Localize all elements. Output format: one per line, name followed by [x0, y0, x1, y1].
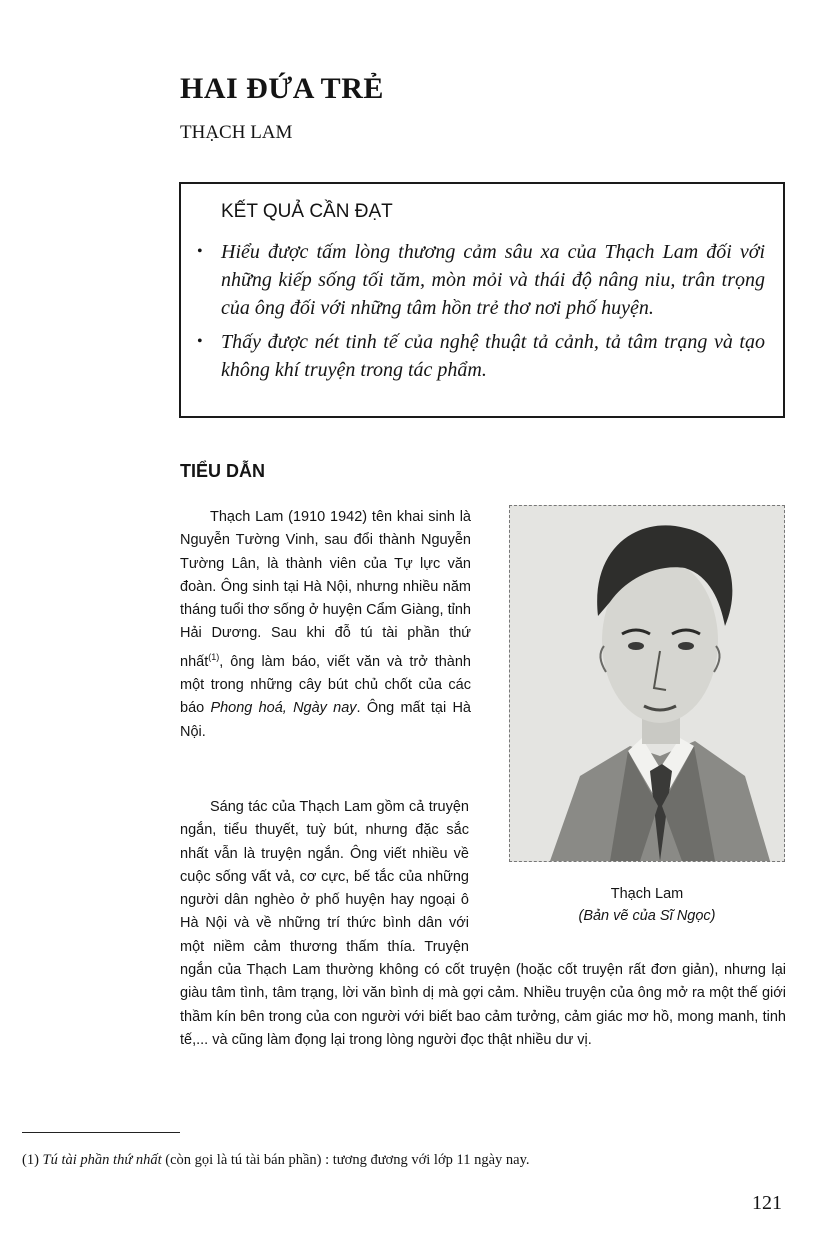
- footnote: [22, 1152, 530, 1169]
- outcomes-list: [195, 238, 765, 390]
- outcome-item: [195, 328, 765, 384]
- intro-paragraph-1: [180, 506, 471, 744]
- section-heading-intro: TIỂU DẪN: [180, 461, 265, 481]
- footnote-term: Tú tài phần thứ nhất: [42, 1152, 162, 1168]
- caption-name: Thạch Lam: [610, 886, 684, 902]
- p1-text: Thạch Lam (1910 1942) tên khai sinh là Nguyễn Tường Vinh, sau đổi thành Nguyễn Tường Lân, là thành viên của Tự lực văn đoàn. Ông sinh tại Hà Nội, nhưng nhiều năm tháng tuổi thơ sống ở huyện Cẩm Giàng, tỉnh Hải Dương. Sau khi đỗ tú tài phần thứ nhất: [180, 509, 471, 670]
- learning-outcomes-box: [179, 182, 785, 418]
- bullet-icon: •: [197, 243, 203, 260]
- page-title: HAI ĐỨA TRẺ: [180, 72, 384, 105]
- footnote-divider: [22, 1132, 180, 1133]
- p1-text: , ông làm báo, viết văn và trở thành một trong những cây bút chủ chốt của các báo: [180, 653, 471, 717]
- outcome-item: [195, 238, 765, 322]
- author-name: THẠCH LAM: [180, 122, 293, 143]
- newspaper-names: Phong hoá, Ngày nay: [210, 700, 357, 717]
- p1-text: . Ông mất tại Hà Nội.: [180, 700, 471, 740]
- page-number: 121: [752, 1192, 782, 1214]
- footnote-text: (còn gọi là tú tài bán phần) : tương đương với lớp 11 ngày nay.: [161, 1152, 530, 1168]
- outcome-text: Thấy được nét tinh tế của nghệ thuật tả cảnh, tả tâm trạng và tạo không khí truyện trong tác phẩm.: [221, 331, 765, 381]
- intro-paragraph-2: [180, 796, 786, 1052]
- caption-credit: (Bản vẽ của Sĩ Ngọc): [578, 908, 716, 924]
- p2-text: Sáng tác của Thạch Lam gồm cả truyện ngắn, tiểu thuyết, tuỳ bút, nhưng đặc sắc nhất vẫn là truyện ngắn. Ông viết nhiều về cuộc sống vất vả, cơ cực, bế tắc của những người dân nghèo ở phố huyện hay ngoại ô Hà Nội và về những trí thức bình dân với một niềm cảm thương thấm thía. Truyện ngắn của Thạch Lam thường không có cốt truyện (hoặc cốt truyện rất đơn giản), nhưng lại giàu tâm tình, tâm trạng, lời văn bình dị mà gợi cảm. Nhiều truyện của ông mở ra một thế giới thầm kín bên trong của con người với biết bao cảm tưởng, cảm giác mơ hồ, mong manh, tinh tế,... và cũng làm đọng lại trong lòng người đọc thật nhiều dư vị.: [180, 799, 786, 1048]
- outcomes-heading: KẾT QUẢ CẦN ĐẠT: [221, 201, 393, 222]
- footnote-reference: (1): [208, 651, 220, 662]
- float-spacer: [469, 796, 786, 959]
- footnote-mark: (1): [22, 1152, 39, 1168]
- bullet-icon: •: [197, 333, 203, 350]
- outcome-text: Hiểu được tấm lòng thương cảm sâu xa của Thạch Lam đối với những kiếp sống tối tăm, mòn mỏi và thái độ nâng niu, trân trọng của ông đối với những tâm hồn trẻ thơ nơi phố huyện.: [221, 241, 765, 319]
